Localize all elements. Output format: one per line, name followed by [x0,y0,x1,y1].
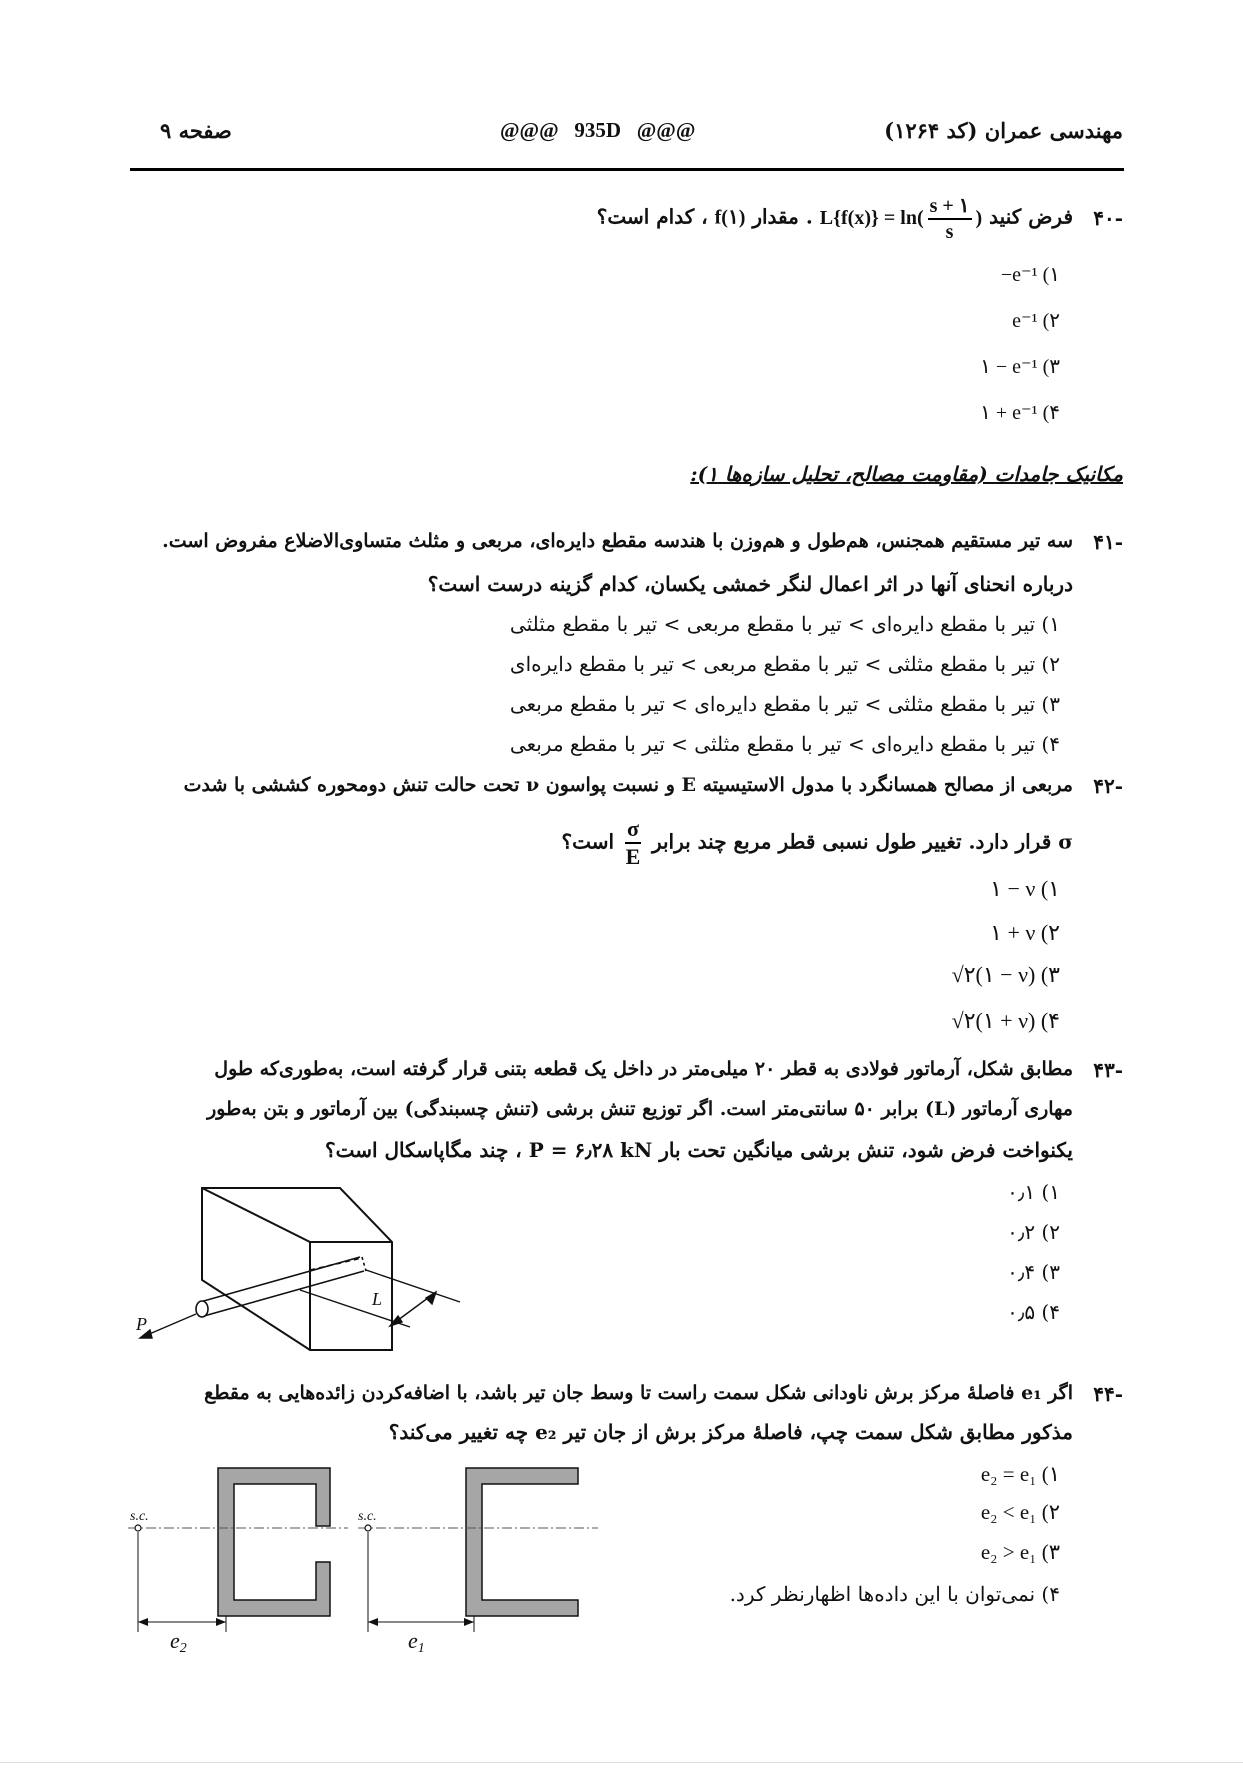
q42-line-2 [561,818,1073,868]
q40-text-a: فرض کنید [989,204,1073,229]
q42-option-4[interactable]: ۴) ‎√۲(۱ + ν) [951,1008,1060,1033]
q42-option-2[interactable]: ۲) ‎۱ + ν [990,920,1060,945]
q40-frac-num: s + ۱ [928,196,972,220]
q40-frac-den: s [945,221,954,243]
q40-option-2[interactable]: ۲) ‎e⁻¹ [1012,310,1060,332]
q44-option-2[interactable]: ۲) ‎e₂ < e₁ [980,1500,1060,1524]
q42-frac-den: E [625,844,641,869]
q40-f1: f(۱) [714,206,746,229]
header-divider [130,168,1124,171]
concrete-block [202,1188,392,1350]
q41-option-4[interactable]: ۴) تیر با مقطع دایره‌ای > تیر با مقطع مثلثی > تیر با مقطع مربعی [509,732,1060,756]
q40-fraction [928,196,972,242]
q42-frac-num: σ [625,818,641,844]
q41-number: -۴۱ [1093,530,1123,554]
q40-text-c: ، کدام است؟ [596,204,708,229]
q43-option-1[interactable]: ۱) ۰٫۱ [1007,1180,1060,1204]
q40-formula-post: ) [975,206,983,229]
q43-line-3: یکنواخت فرض شود، تنش برشی میانگین تحت بار P = ۶٫۲۸ kN ، چند مگاپاسکال است؟ [324,1138,1073,1162]
q43-line-1: مطابق شکل، آرماتور فولادی به قطر ۲۰ میلی‌متر در داخل یک قطعه بتنی قرار گرفته است، به‌طوری‌که طول [214,1058,1073,1080]
q43-number: -۴۳ [1093,1058,1123,1082]
plain-channel [358,1468,598,1632]
page-bottom-edge [0,1762,1243,1763]
q44-line-1: اگر e₁ فاصلهٔ مرکز برش ناودانی شکل سمت راست تا وسط جان تیر باشد، با اضافه‌کردن زائده‌هایی به مقطع [204,1382,1073,1404]
q40-option-1[interactable]: ۱) ‎−e⁻¹ [1000,264,1060,286]
q44-number: -۴۴ [1093,1382,1123,1406]
load-label: P [136,1314,147,1334]
e1-label: e1 [408,1628,425,1656]
section-title: مکانیک جامدات (مقاومت مصالح، تحلیل سازه‌ها ۱): [690,462,1123,486]
q40-text-b: . مقدار [752,204,813,229]
exam-code: @@@ 935D @@@ [500,118,696,142]
q41-option-1[interactable]: ۱) تیر با مقطع دایره‌ای > تیر با مقطع مربعی > تیر با مقطع مثلثی [509,612,1060,636]
q41-line-1: سه تیر مستقیم همجنس، هم‌طول و هم‌وزن با هندسه مقطع دایره‌ای، مربعی و مثلث متساوی‌الاضلاع مفروض است. [162,530,1073,552]
q43-option-3[interactable]: ۳) ۰٫۴ [1007,1260,1060,1284]
q42-line-2b: است؟ [561,829,615,854]
q42-number: -۴۲ [1093,774,1123,798]
q43-rebar-figure [136,1170,460,1360]
e2-label: e2 [170,1628,187,1656]
q44-option-4[interactable]: ۴) نمی‌توان با این داده‌ها اظهارنظر کرد. [729,1582,1060,1606]
q42-line-2a: σ قرار دارد. تغییر طول نسبی قطر مربع چند برابر [651,829,1073,854]
q40-option-3[interactable]: ۳) ‎۱ − e⁻¹ [980,356,1060,378]
length-label: L [372,1289,383,1309]
channel-with-lips [128,1468,348,1632]
shear-center-label-right: s.c. [358,1509,377,1524]
q41-option-2[interactable]: ۲) تیر با مقطع مثلثی > تیر با مقطع مربعی > تیر با مقطع دایره‌ای [509,652,1060,676]
q41-line-2: درباره انحنای آنها در اثر اعمال لنگر خمشی یکسان، کدام گزینه درست است؟ [427,572,1073,596]
q44-option-3[interactable]: ۳) ‎e₂ > e₁ [980,1540,1060,1564]
q43-option-4[interactable]: ۴) ۰٫۵ [1007,1300,1060,1324]
q40-formula-pre: L{f(x)} = ln( [819,206,924,229]
page-number: صفحه ۹ [160,118,232,143]
exam-title: مهندسی عمران (کد ۱۲۶۴) [884,118,1123,143]
q44-line-2: مذکور مطابق شکل سمت چپ، فاصلهٔ مرکز برش از جان تیر e₂ چه تغییر می‌کند؟ [388,1420,1073,1444]
q41-option-3[interactable]: ۳) تیر با مقطع مثلثی > تیر با مقطع دایره‌ای > تیر با مقطع مربعی [509,692,1060,716]
shear-center-label-left: s.c. [130,1509,149,1524]
load-arrow [140,1314,196,1338]
q43-line-2: مهاری آرماتور (L) برابر ۵۰ سانتی‌متر است. اگر توزیع تنش برشی (تنش چسبندگی) بین آرماتور و بتن به‌طور [207,1098,1073,1120]
q42-option-1[interactable]: ۱) ‎۱ − ν [990,876,1060,901]
q44-option-1[interactable]: ۱) ‎e₂ = e₁ [980,1462,1060,1486]
q44-channel-figure [118,1462,598,1662]
q42-line-1: مربعی از مصالح همسانگرد با مدول الاستیسیته E و نسبت پواسون ν تحت حالت تنش دومحوره کششی با شدت [183,774,1073,796]
q40-option-4[interactable]: ۴) ‎۱ + e⁻¹ [980,402,1060,424]
q40-formula [819,195,983,243]
q40-number: -۴۰ [1093,206,1123,230]
q42-fraction [625,818,641,868]
q43-option-2[interactable]: ۲) ۰٫۲ [1007,1220,1060,1244]
q40-stem [597,196,1073,242]
q42-option-3[interactable]: ۳) ‎√۲(۱ − ν) [951,962,1060,987]
